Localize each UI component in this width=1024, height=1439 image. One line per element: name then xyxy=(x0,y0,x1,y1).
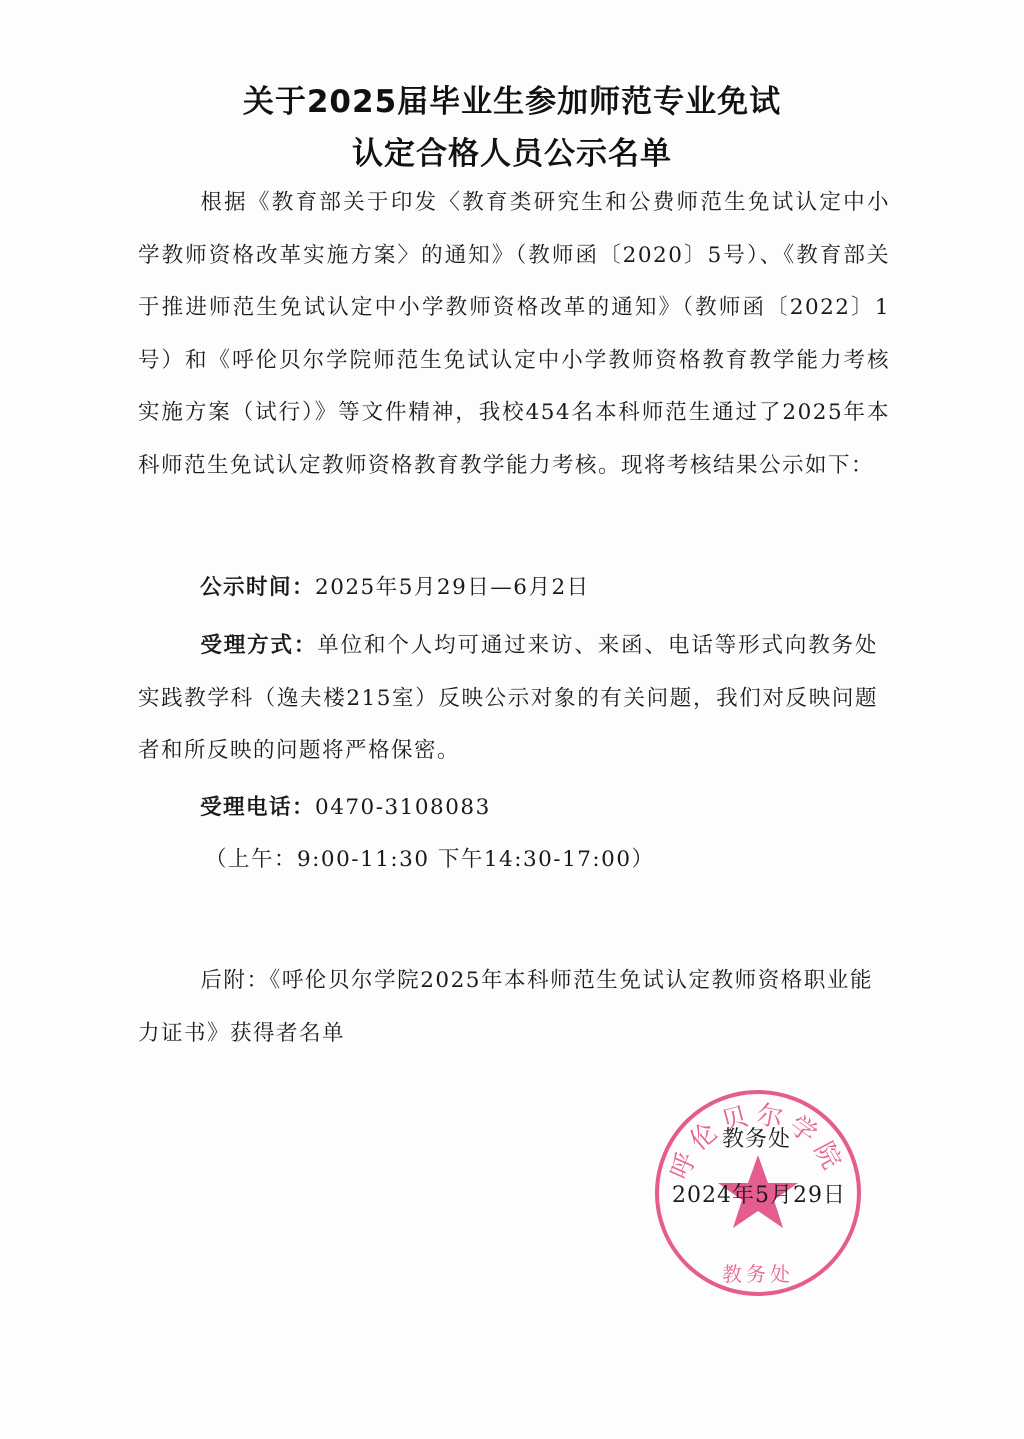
appendix-note: 后附：《呼伦贝尔学院2025年本科师范生免试认定教师资格职业能力证书》获得者名单 xyxy=(138,968,873,1046)
phone-label: 受理电话： xyxy=(200,795,316,820)
document-title-line-2: 认定合格人员公示名单 xyxy=(352,136,672,172)
signature-date: 2024年5月29日 xyxy=(672,1183,846,1208)
publish-time-value: 2025年5月29日—6月2日 xyxy=(315,575,590,600)
publish-time-label: 公示时间： xyxy=(200,575,316,600)
intro-paragraph: 根据《教育部关于印发〈教育类研究生和公费师范生免试认定中小学教师资格改革实施方案〉的通知》（教师函〔2020〕5号）、《教育部关于推进师范生免试认定中小学教师资格改革的通知》（教师函〔2022〕1号）和《呼伦贝尔学院师范生免试认定中小学教师资格教育教学能力考核实施方案（试行）》等文件精神，我校454名本科师范生通过了2025年本科师范生免试认定教师资格教育教学能力考核。现将考核结果公示如下： xyxy=(138,190,890,478)
seal-bottom-text: 教务处 xyxy=(722,1262,794,1286)
signature-department: 教务处 xyxy=(722,1127,792,1152)
document-title-line-1: 关于2025届毕业生参加师范专业免试 xyxy=(242,84,782,120)
accept-method-value: 单位和个人均可通过来访、来函、电话等形式向教务处实践教学科（逸夫楼215室）反映公示对象的有关问题，我们对反映问题者和所反映的问题将严格保密。 xyxy=(138,633,878,763)
phone-line xyxy=(200,790,491,821)
office-hours: （上午：9:00-11:30 下午14:30-17:00） xyxy=(205,847,655,872)
seal-top-text: 呼伦贝尔学院 xyxy=(664,1099,850,1185)
phone-number: 0470-3108083 xyxy=(315,795,491,820)
accept-method-paragraph xyxy=(138,620,878,778)
publish-time-line xyxy=(200,570,590,601)
accept-method-label: 受理方式： xyxy=(200,633,318,658)
